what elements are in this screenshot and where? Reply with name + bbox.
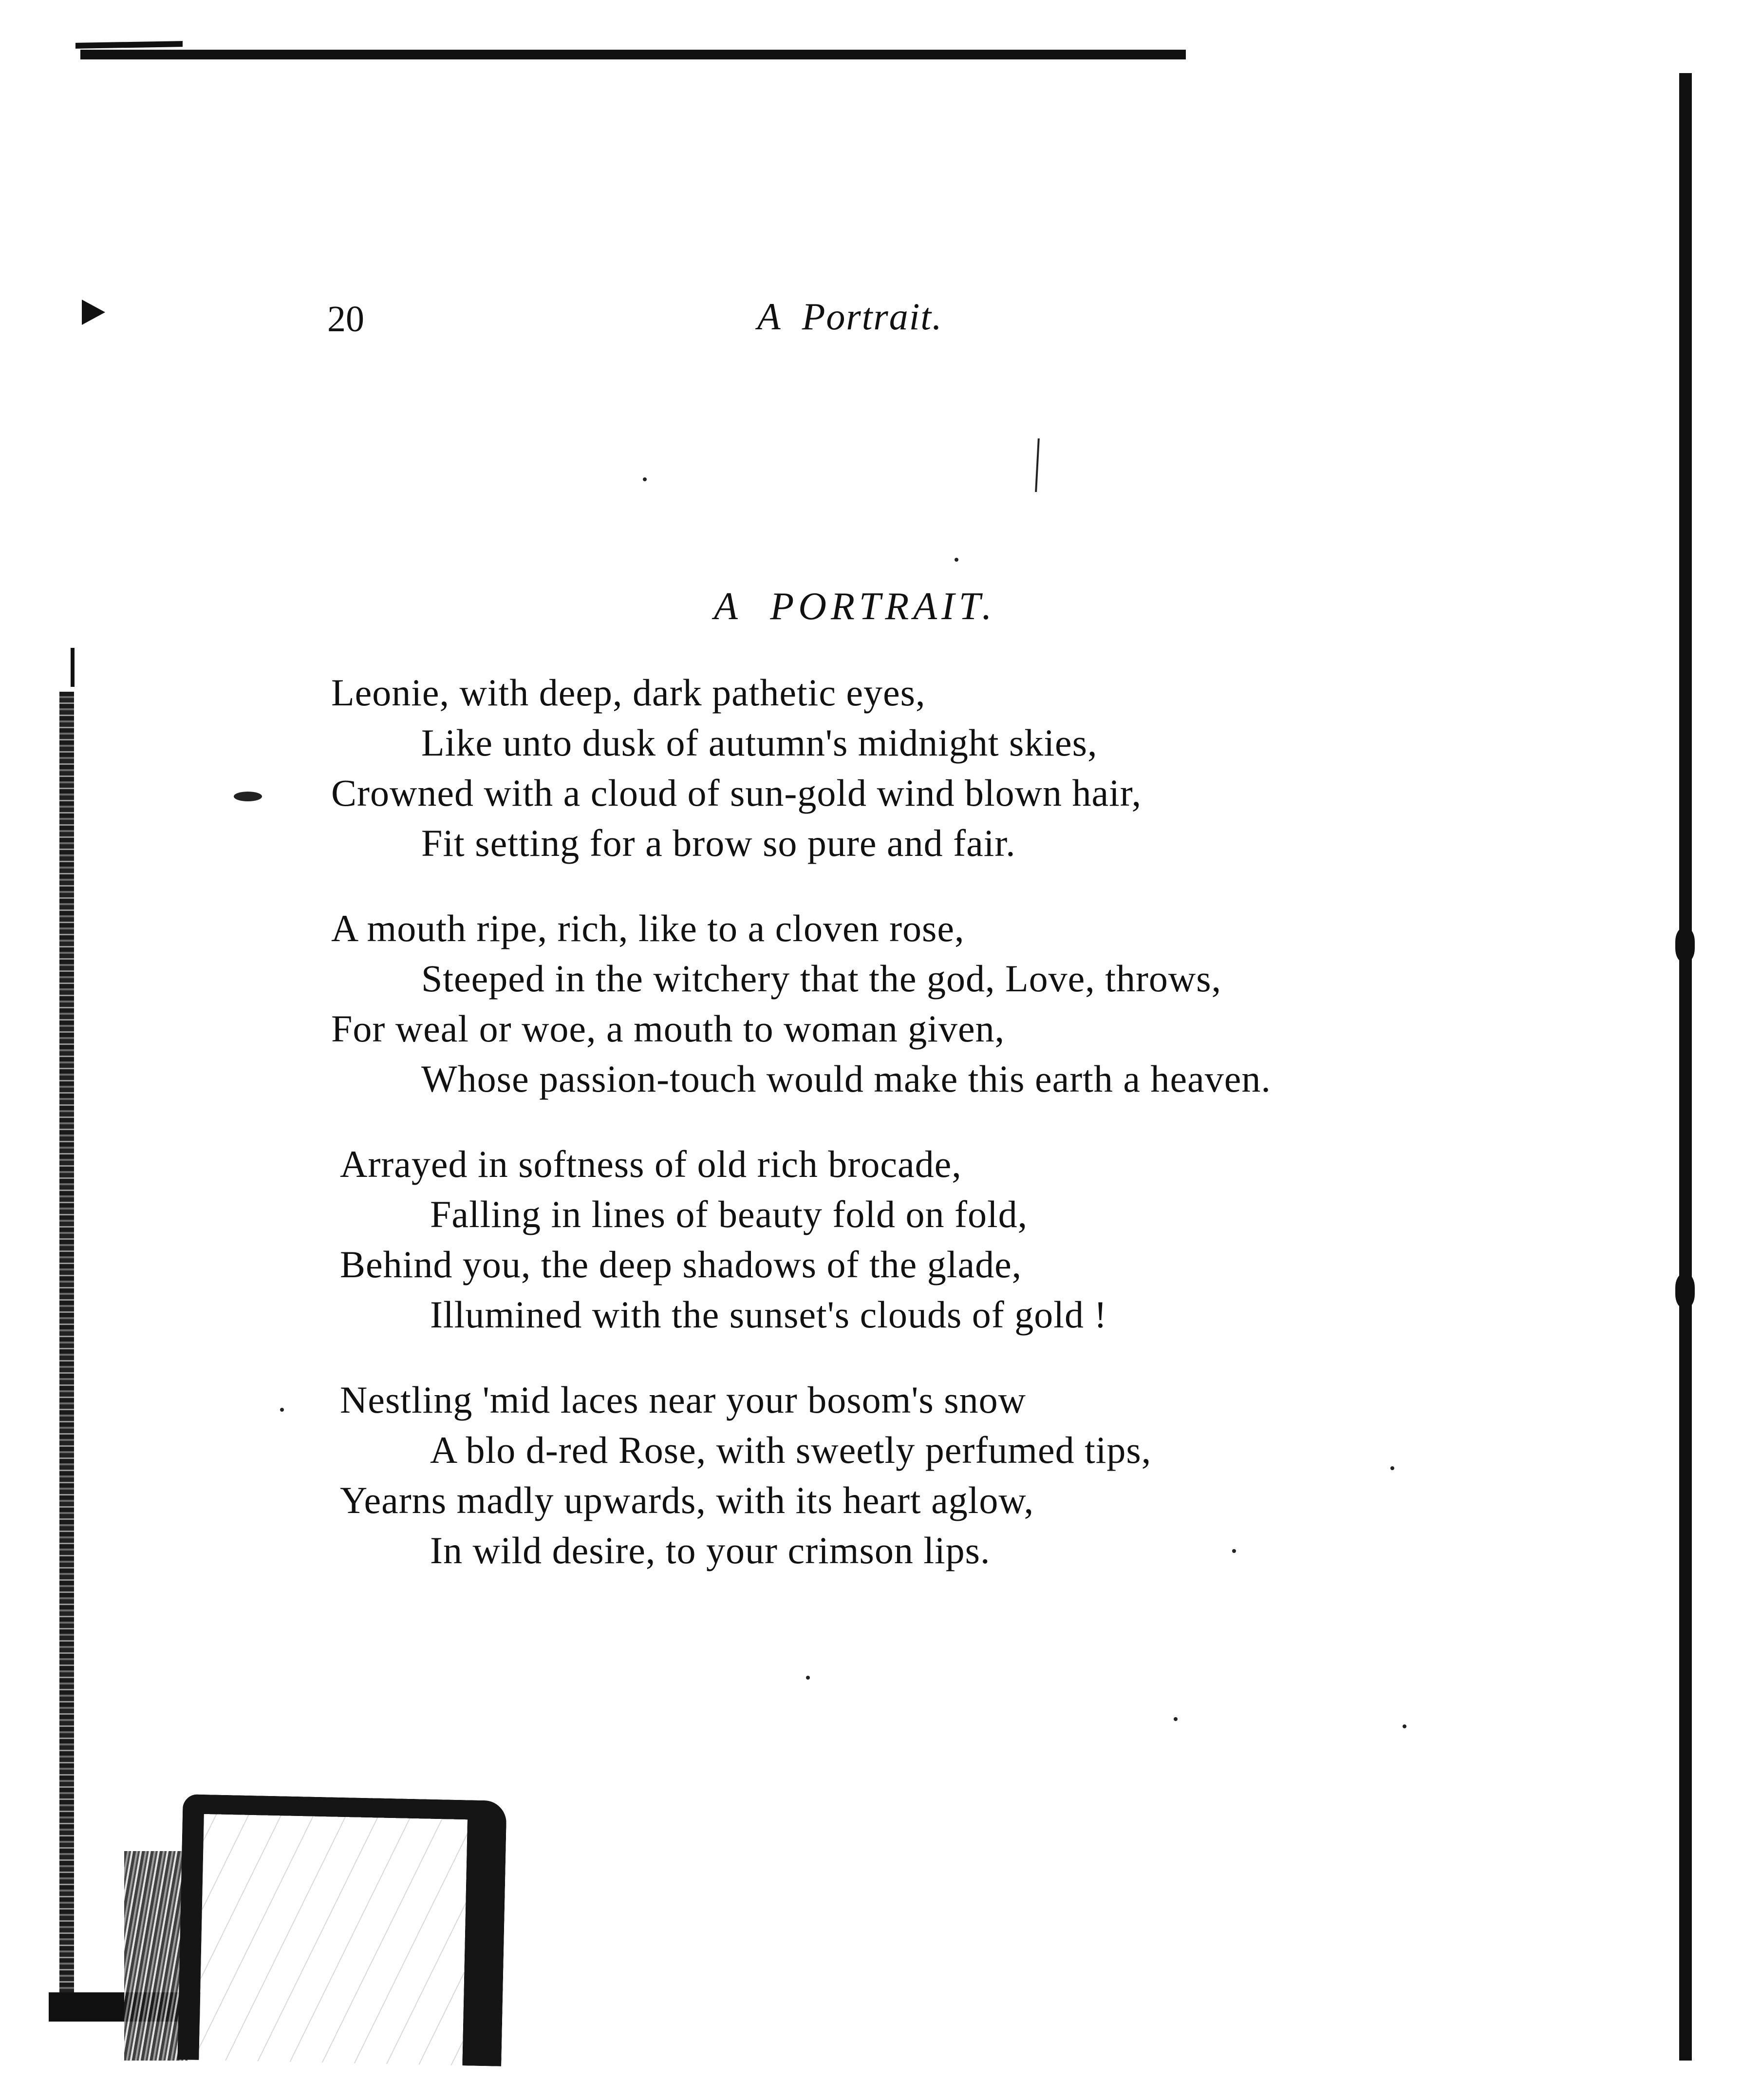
verse-line: Crowned with a cloud of sun-gold wind blown hair, [331,772,1142,814]
right-scan-border [1679,73,1692,2061]
verse-line: Falling in lines of beauty fold on fold, [430,1193,1028,1235]
page-number: 20 [327,299,364,340]
verse-line: Steeped in the witchery that the god, Love, throws, [421,957,1222,1000]
verse-line: A mouth ripe, rich, like to a cloven rose, [331,907,965,949]
verse-line: For weal or woe, a mouth to woman given, [331,1007,1005,1050]
top-scan-border [80,50,1186,59]
verse-line: A blo d-red Rose, with sweetly perfumed tips, [430,1429,1152,1471]
stanza [331,667,1490,868]
margin-arrow-mark [82,300,105,325]
left-scan-border [59,692,74,2022]
verse-line: Nestling 'mid laces near your bosom's snow [340,1379,1026,1421]
ink-smudge [234,792,262,801]
ink-speck [1174,1717,1178,1721]
verse-line: Arrayed in softness of old rich brocade, [340,1143,962,1185]
verse-line: Leonie, with deep, dark pathetic eyes, [331,671,926,714]
verse-line: Whose passion-touch would make this earth a heaven. [421,1058,1271,1100]
verse-line: In wild desire, to your crimson lips. [430,1529,991,1571]
running-title: A Portrait. [757,295,943,338]
verse-line: Behind you, the deep shadows of the glade, [340,1243,1022,1286]
ink-speck [806,1676,810,1680]
ink-speck [955,558,958,562]
poem-body [331,667,1490,1610]
verse-line: Like unto dusk of autumn's midnight skies, [421,721,1098,764]
stanza [331,1139,1490,1340]
ink-stroke [1035,438,1040,492]
ink-speck [280,1408,284,1412]
ink-speck [643,477,647,481]
binding-notch [1675,1274,1695,1308]
ink-speck [1403,1724,1406,1728]
verse-line: Yearns madly upwards, with its heart aglow, [340,1479,1034,1521]
poem-title: A PORTRAIT. [714,585,996,628]
left-scan-mark [71,648,75,687]
stanza [331,903,1490,1104]
verse-line: Illumined with the sunset's clouds of gold ! [430,1293,1107,1336]
stanza [331,1375,1490,1575]
binding-notch [1675,928,1695,962]
scan-edge-mark [75,41,183,49]
corner-scan-artifact [177,1794,506,2066]
verse-line: Fit setting for a brow so pure and fair. [421,822,1016,864]
